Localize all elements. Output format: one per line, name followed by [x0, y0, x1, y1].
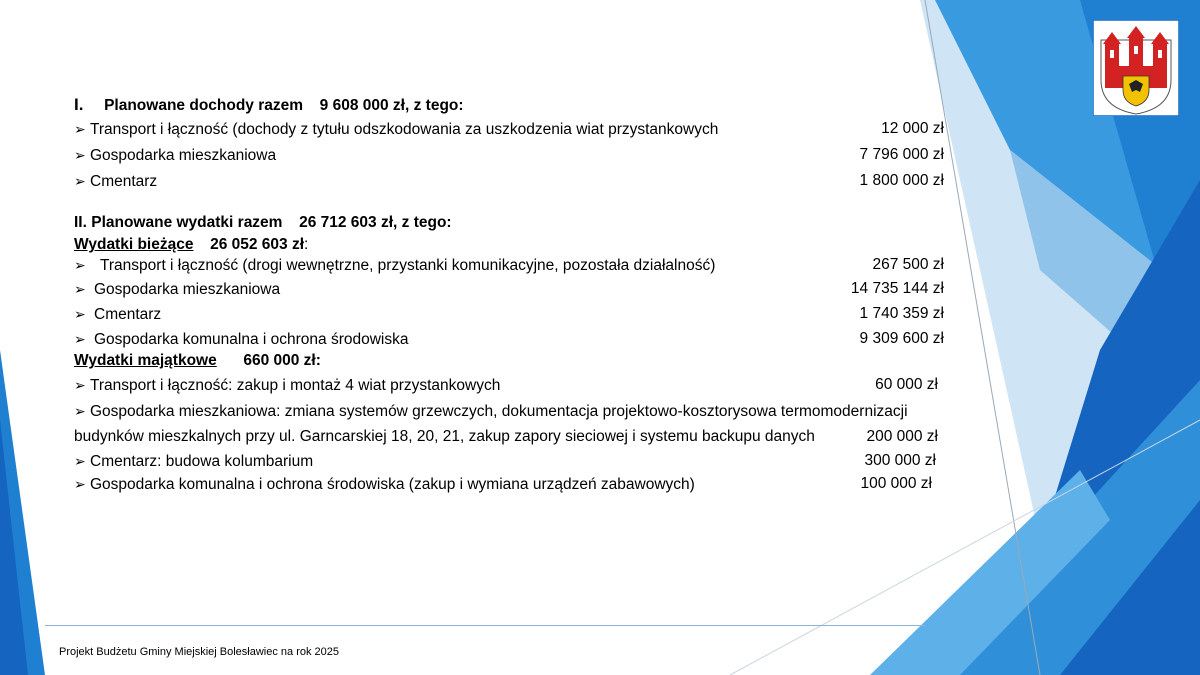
income-item-amount: 12 000 zł: [881, 120, 944, 137]
current-expense-label: Gospodarka komunalna i ochrona środowiska: [94, 331, 409, 348]
current-expense-amount: 267 500 zł: [872, 256, 944, 273]
arrow-bullet-icon: ➢: [74, 476, 86, 492]
income-item-amount: 7 796 000 zł: [859, 146, 944, 163]
current-expenses-total: 26 052 603 zł: [210, 236, 305, 253]
arrow-bullet-icon: ➢: [74, 173, 86, 189]
arrow-bullet-icon: ➢: [74, 121, 86, 137]
current-expense-label: Transport i łączność (drogi wewnętrzne, przystanki komunikacyjne, pozostała działalność): [100, 257, 716, 274]
arrow-bullet-icon: ➢: [74, 377, 86, 393]
capital-expense-label: Gospodarka komunalna i ochrona środowiska (zakup i wymiana urządzeń zabawowych): [90, 476, 695, 493]
footer-text: Projekt Budżetu Gminy Miejskiej Bolesławiec na rok 2025: [59, 646, 340, 658]
arrow-bullet-icon: ➢: [74, 453, 86, 469]
arrow-bullet-icon: ➢: [74, 403, 86, 419]
income-item-label: Cmentarz: [90, 173, 158, 190]
capital-expense-amount: 300 000 zł: [864, 452, 936, 469]
current-expense-amount: 9 309 600 zł: [859, 330, 944, 347]
capital-expense-amount: 200 000 zł: [866, 428, 938, 445]
current-expense-label: Gospodarka mieszkaniowa: [94, 281, 281, 298]
expenses-total: 26 712 603 zł, z tego:: [299, 214, 452, 231]
current-expense-amount: 1 740 359 zł: [859, 305, 944, 322]
expenses-heading-label: II. Planowane wydatki razem: [74, 214, 283, 231]
income-item-amount: 1 800 000 zł: [859, 172, 944, 189]
capital-expense-label: Cmentarz: budowa kolumbarium: [90, 453, 314, 470]
capital-expense-label: budynków mieszkalnych przy ul. Garncarskiej 18, 20, 21, zakup zapory sieciowej i systemu backupu danych: [74, 428, 815, 445]
coat-of-arms-icon: [1093, 20, 1179, 116]
footer-divider: [45, 625, 925, 626]
arrow-bullet-icon: ➢: [74, 306, 86, 322]
capital-expenses-label: Wydatki majątkowe: [74, 352, 217, 369]
capital-expense-amount: 60 000 zł: [875, 376, 938, 393]
current-expenses-suffix: :: [304, 236, 309, 253]
arrow-bullet-icon: ➢: [74, 331, 86, 347]
capital-expenses-total: 660 000 zł:: [243, 352, 321, 369]
arrow-bullet-icon: ➢: [74, 257, 86, 273]
income-heading-label: Planowane dochody razem: [104, 97, 304, 114]
arrow-bullet-icon: ➢: [74, 281, 86, 297]
current-expense-amount: 14 735 144 zł: [850, 280, 944, 297]
current-expenses-label: Wydatki bieżące: [74, 236, 194, 253]
capital-expense-label: Gospodarka mieszkaniowa: zmiana systemów grzewczych, dokumentacja projektowo-kosztorysowa termomodernizacji: [90, 403, 908, 420]
income-item-label: Gospodarka mieszkaniowa: [90, 147, 277, 164]
income-total: 9 608 000 zł, z tego:: [319, 97, 464, 114]
capital-expense-label: Transport i łączność: zakup i montaż 4 wiat przystankowych: [90, 377, 501, 394]
capital-expense-amount: 100 000 zł: [860, 475, 932, 492]
current-expense-label: Cmentarz: [94, 306, 162, 323]
income-roman-numeral: I.: [74, 95, 84, 114]
arrow-bullet-icon: ➢: [74, 147, 86, 163]
income-item-label: Transport i łączność (dochody z tytułu odszkodowania za uszkodzenia wiat przystankowych: [90, 121, 719, 138]
